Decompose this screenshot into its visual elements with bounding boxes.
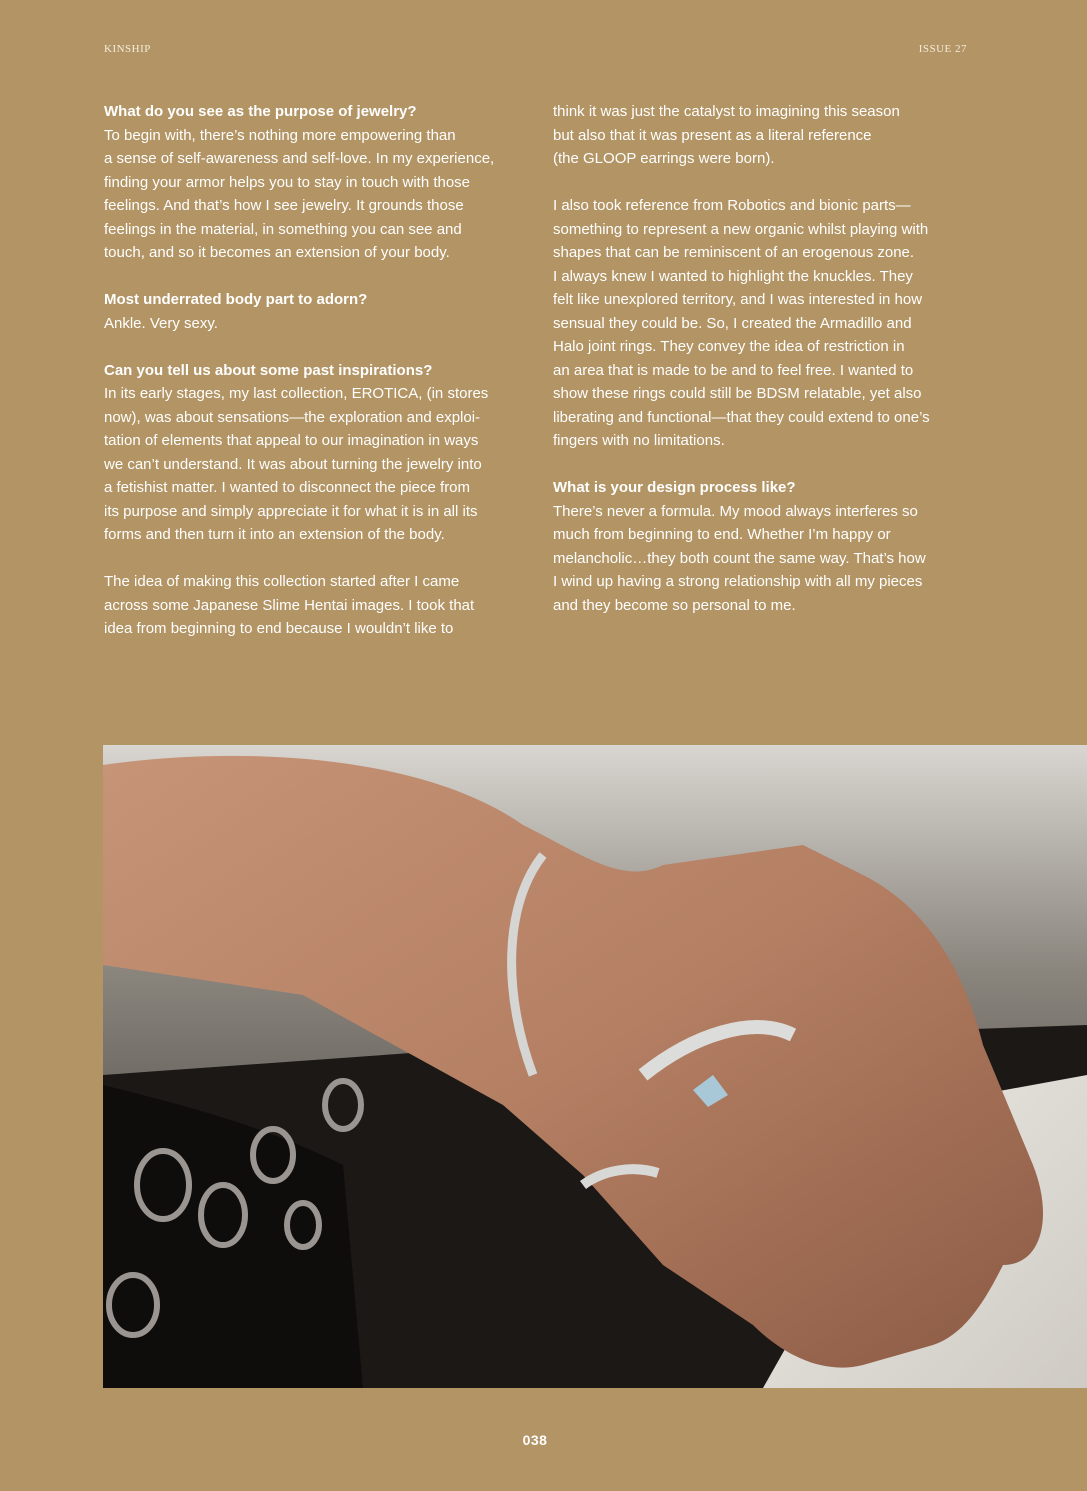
running-head-left: KINSHIP bbox=[104, 43, 151, 55]
left-text-column bbox=[104, 100, 524, 664]
qa-underrated-body-part bbox=[104, 288, 524, 335]
qa-design-process bbox=[553, 476, 973, 617]
photo-illustration bbox=[103, 745, 1087, 1388]
body-paragraph: The idea of making this collection started after I came across some Japanese Slime Hentai images. I took that idea from beginning to end because I wouldn’t like to bbox=[104, 573, 475, 637]
question-heading: What do you see as the purpose of jewelry? bbox=[104, 103, 417, 120]
body-paragraph-continuation: think it was just the catalyst to imagining this season but also that it was present as a literal reference (the GLOOP earrings were born). bbox=[553, 103, 900, 167]
qa-purpose-of-jewelry bbox=[104, 100, 524, 265]
answer-text: In its early stages, my last collection, EROTICA, (in stores now), was about sensations—the exploration and exploi- tation of elements that appeal to our imagination in ways we can’t understand. It was about turning the jewelry into a fetishist matter. I wanted to disconnect the piece from its purpose and simply appreciate it for what it is in all its forms and then turn it into an extension of the body. bbox=[104, 385, 489, 543]
answer-text: To begin with, there’s nothing more empowering than a sense of self-awareness and self-love. In my experience, finding your armor helps you to stay in touch with those feelings. And that’s how I see jewelry. It grounds those feelings in the material, in something you can see and touch, and so it becomes an extension of your body. bbox=[104, 126, 495, 261]
body-paragraph: I also took reference from Robotics and bionic parts— something to represent a new organic whilst playing with shapes that can be reminiscent of an erogenous zone. I always knew I wanted to highlight the knuckles. They felt like unexplored territory, and I was interested in how sensual they could be. So, I created the Armadillo and Halo joint rings. They convey the idea of restriction in an area that is made to be and to feel free. I wanted to show these rings could still be BDSM relatable, yet also liberating and functional—that they could extend to one’s fingers with no limitations. bbox=[553, 197, 930, 449]
running-head-right: ISSUE 27 bbox=[918, 43, 967, 55]
answer-text: Ankle. Very sexy. bbox=[104, 314, 218, 332]
answer-text: There’s never a formula. My mood always interferes so much from beginning to end. Whether I’m happy or melancholic…they both count the same way. That’s how I wind up having a strong relationship with all my pieces and they become so personal to me. bbox=[553, 502, 926, 614]
page-number: 038 bbox=[522, 1432, 548, 1448]
hand-with-rings-photo bbox=[103, 745, 1087, 1388]
right-text-column bbox=[553, 100, 973, 641]
qa-past-inspirations bbox=[104, 359, 524, 547]
question-heading: What is your design process like? bbox=[553, 479, 796, 496]
question-heading: Most underrated body part to adorn? bbox=[104, 291, 368, 308]
question-heading: Can you tell us about some past inspirations? bbox=[104, 361, 433, 379]
